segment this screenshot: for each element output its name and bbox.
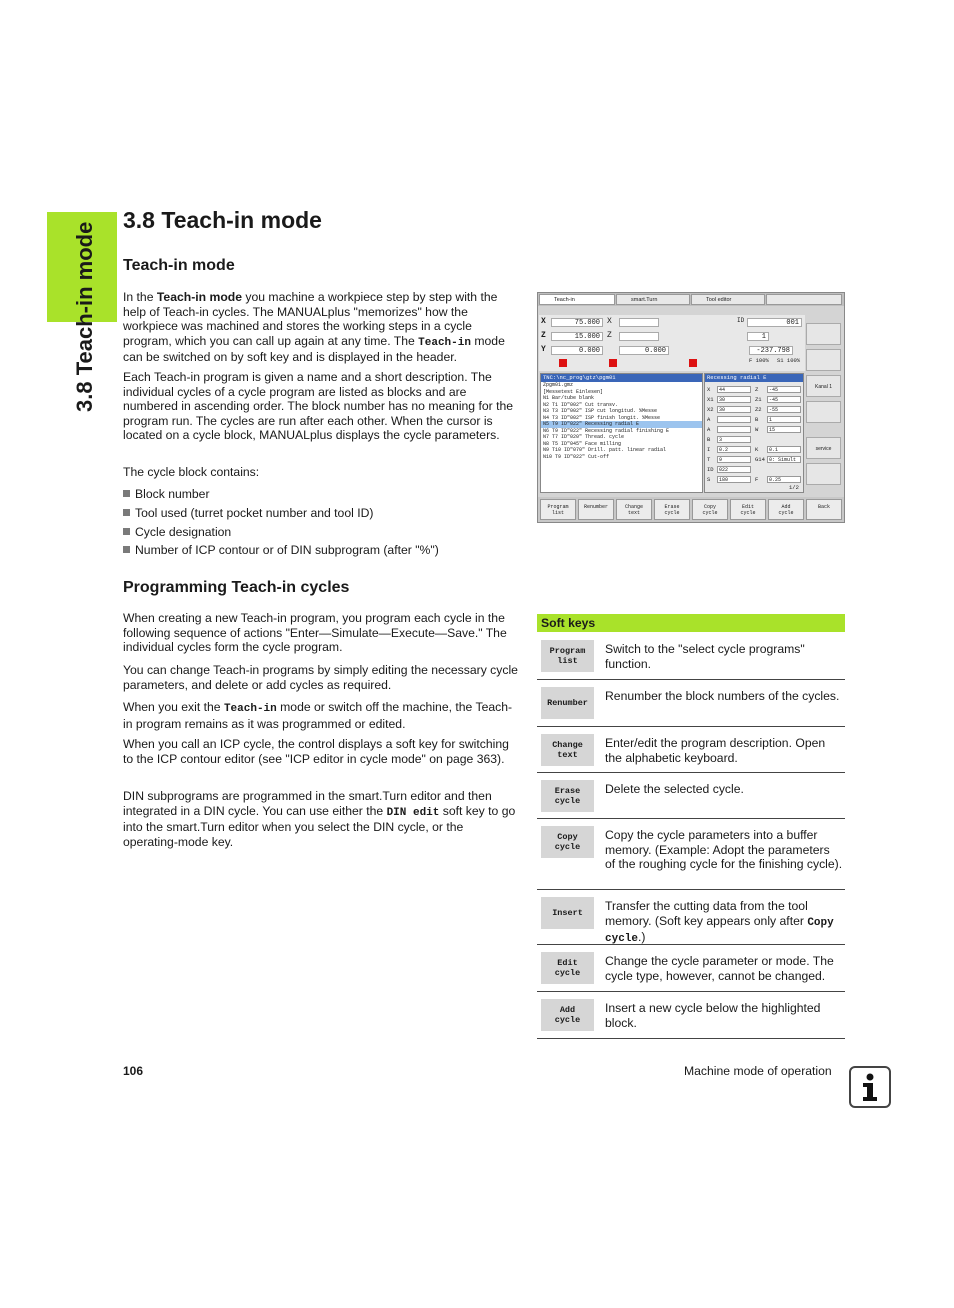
param-label: ID: [707, 466, 714, 473]
param-label: T: [707, 456, 711, 463]
status-icon: [609, 359, 617, 367]
softkey-description: Switch to the "select cycle programs" function.: [605, 642, 805, 671]
info-icon: [849, 1066, 891, 1108]
side-tab: [62, 212, 102, 412]
param-label: B: [755, 416, 759, 423]
softkey-change-text[interactable]: Change text: [541, 734, 594, 766]
paragraph-intro: In the Teach-in mode you machine a workpiece step by step with the help of Teach-in cycles. The MANUALplus "memorizes" how the workpiece was machined and stores the working steps in a cycle program, which you can call up again at any time. The Teach-in mode can be switched on by soft key and is displayed in the header.: [123, 290, 505, 364]
program-line[interactable]: N3 T3 ID"002" ISP cut longitud. %Messe: [543, 408, 658, 414]
param-field[interactable]: [717, 426, 751, 433]
param-label: X: [707, 386, 711, 393]
param-label: I: [707, 446, 711, 453]
side-button-tool[interactable]: [806, 463, 841, 485]
softkey-copy-cycle[interactable]: Copy cycle: [692, 499, 728, 520]
table-row: [537, 944, 845, 992]
chapter-name: Machine mode of operation: [684, 1064, 832, 1078]
paragraph-block-contains: The cycle block contains:: [123, 465, 260, 479]
table-row: [537, 632, 845, 680]
param-field[interactable]: 0.25: [767, 476, 801, 483]
tab-tool-editor[interactable]: Tool editor: [691, 294, 765, 305]
section-title-programming: Programming Teach-in cycles: [123, 579, 350, 596]
softkey-description: Change the cycle parameter or mode. The cycle type, however, cannot be changed.: [605, 954, 834, 983]
page-title: 3.8 Teach-in mode: [123, 207, 322, 233]
program-line[interactable]: N4 T3 ID"002" ISP finish longit. %Messe: [543, 414, 661, 421]
program-line[interactable]: N8 T5 ID"045" Face milling: [543, 440, 622, 447]
param-field[interactable]: 44: [717, 386, 751, 393]
softkey-back[interactable]: Back: [806, 499, 842, 520]
param-field[interactable]: 0.2: [717, 446, 751, 453]
page-number: 106: [123, 1064, 144, 1078]
table-row: [537, 818, 845, 890]
softkey-renumber[interactable]: Renumber: [541, 687, 594, 719]
softkey-add-cycle[interactable]: Add cycle: [541, 999, 594, 1031]
axis-y-secondary: 0.000: [619, 346, 669, 355]
spindle-readout: -237.798: [749, 346, 793, 355]
axis-z-secondary: [619, 332, 659, 341]
status-icon: [559, 359, 567, 367]
param-field[interactable]: 0: Simult: [767, 456, 801, 463]
softkey-description: Transfer the cutting data from the tool memory. (Soft key appears only after Copy cycle.): [605, 899, 834, 945]
program-line[interactable]: N6 T9 ID"022" Recessing radial finishing E: [543, 427, 670, 434]
paragraph-program: Each Teach-in program is given a name and a short description. The individual cycles of a cycle program are listed as blocks and are numbered in ascending order. The block number has no meaning for the program run. The cycles are run after each other. When the cursor is located on a cycle block, MANUALplus displays the cycle parameters.: [123, 370, 514, 442]
program-line[interactable]: [Messetest Einlesen]: [543, 388, 604, 395]
param-label: A: [707, 426, 711, 433]
softkey-table-header: Soft keys: [537, 614, 845, 632]
param-field[interactable]: 15: [767, 426, 801, 433]
param-label: Z2: [755, 406, 762, 413]
axis-z-value: 15.000: [551, 332, 603, 341]
param-label: B: [707, 436, 711, 443]
softkey-change-text[interactable]: Change text: [616, 499, 652, 520]
program-path: TNC:\nc_prog\gtz\pgm01: [541, 374, 702, 382]
param-label: A: [707, 416, 711, 423]
side-tab-label: 3.8 Teach-in mode: [72, 221, 97, 412]
softkey-edit-cycle[interactable]: Edit cycle: [541, 952, 594, 984]
param-field[interactable]: 022: [717, 466, 751, 473]
mode-tabbar: [538, 293, 844, 306]
softkey-description: Delete the selected cycle.: [605, 782, 744, 796]
param-label: K: [755, 446, 759, 453]
table-row: [537, 889, 845, 945]
softkey-edit-cycle[interactable]: Edit cycle: [730, 499, 766, 520]
side-button[interactable]: [806, 349, 841, 371]
tab-extra[interactable]: [766, 294, 842, 305]
softkey-bar: [538, 497, 844, 522]
param-label: W: [755, 426, 759, 433]
table-row: [537, 772, 845, 819]
param-label: X2: [707, 406, 714, 413]
softkey-description: Copy the cycle parameters into a buffer memory. (Example: Adopt the parameters of the roughing cycle for the finishing cycle).: [605, 828, 843, 871]
program-line[interactable]: N7 T7 ID"020" Thread. cycle: [543, 434, 625, 440]
program-line[interactable]: N5 T9 ID"022" Recessing radial E: [541, 421, 702, 428]
status-icon: [689, 359, 697, 367]
program-line[interactable]: Zpgm01.gmz: [543, 382, 574, 388]
section-title-teach-in: Teach-in mode: [123, 257, 235, 274]
axis-y-value: 0.000: [551, 346, 603, 355]
softkey-erase-cycle[interactable]: Erase cycle: [654, 499, 690, 520]
axis-x-row: X: [541, 317, 546, 326]
side-button[interactable]: [806, 323, 841, 345]
param-label: X1: [707, 396, 714, 403]
program-line[interactable]: N9 T10 ID"070" Drill. patt. linear radial: [543, 447, 667, 453]
bullet-icon: [123, 546, 130, 553]
list-item: Cycle designation: [123, 525, 231, 539]
softkey-renumber[interactable]: Renumber: [578, 499, 614, 520]
softkey-description: Renumber the block numbers of the cycles.: [605, 689, 840, 703]
vertical-softkey-bar: [806, 323, 842, 493]
t-field: 1: [747, 332, 769, 341]
param-field[interactable]: 3: [717, 436, 751, 443]
softkey-table: [537, 614, 845, 1030]
bullet-icon: [123, 509, 130, 516]
param-label: G14: [755, 456, 765, 463]
softkey-program-list[interactable]: Program list: [541, 640, 594, 672]
param-field[interactable]: 9: [717, 456, 751, 463]
control-screenshot: [537, 292, 845, 523]
param-label: Z1: [755, 396, 762, 403]
paragraph-exit: When you exit the Teach-in mode or switch off the machine, the Teach-in program remains as it was programmed or edited.: [123, 700, 513, 731]
tab-smart-turn[interactable]: smart.Turn: [616, 294, 690, 305]
list-item: Tool used (turret pocket number and tool ID): [123, 506, 373, 520]
cycle-program-list: [540, 373, 703, 493]
tab-teach-in[interactable]: Teach-in: [539, 294, 615, 305]
axis-x-value: 75.000: [551, 318, 603, 327]
param-label: S: [707, 476, 711, 483]
axis-z-row: Z: [541, 331, 546, 340]
form-title: Recessing radial E: [705, 374, 803, 382]
table-row: [537, 991, 845, 1039]
param-field[interactable]: 180: [717, 476, 751, 483]
param-field[interactable]: [717, 416, 751, 423]
side-button[interactable]: [806, 401, 841, 423]
cycle-parameter-form: [704, 373, 804, 493]
softkey-add-cycle[interactable]: Add cycle: [768, 499, 804, 520]
program-line[interactable]: N1 Bar/tube blank: [543, 395, 595, 401]
program-line[interactable]: N10 T9 ID"022" Cut-off: [543, 453, 610, 460]
softkey-description: Insert a new cycle below the highlighted block.: [605, 1001, 821, 1030]
paragraph-editing: You can change Teach-in programs by simply editing the necessary cycle parameters, and delete or add cycles as required.: [123, 663, 518, 692]
id-label: ID: [737, 317, 745, 324]
side-button-kanal[interactable]: Kanal 1: [806, 375, 841, 397]
table-row: [537, 679, 845, 727]
axis-z-sub: Z: [607, 331, 612, 340]
bullet-icon: [123, 528, 130, 535]
param-field[interactable]: 30: [717, 406, 751, 413]
param-field[interactable]: 0.1: [767, 446, 801, 453]
id-field: 001: [747, 318, 802, 327]
softkey-description: Enter/edit the program description. Open the alphabetic keyboard.: [605, 736, 826, 765]
table-row: [537, 726, 845, 773]
param-field[interactable]: -55: [767, 406, 801, 413]
param-field[interactable]: -45: [767, 396, 801, 403]
param-label: Z: [755, 386, 759, 393]
list-item: Block number: [123, 487, 210, 501]
softkey-insert[interactable]: Insert: [541, 897, 594, 929]
paragraph-creating: When creating a new Teach-in program, you program each cycle in the following sequence of actions "Enter—Simulate—Execute—Save." The individual cycles form the cycle program.: [123, 611, 507, 654]
paragraph-icp: When you call an ICP cycle, the control displays a soft key for switching to the ICP contour editor (see "ICP editor in cycle mode" on page 363).: [123, 737, 509, 766]
side-button-service[interactable]: service: [806, 437, 841, 459]
machine-display: [539, 315, 805, 371]
bullet-icon: [123, 490, 130, 497]
paragraph-din: DIN subprograms are programmed in the smart.Turn editor and then integrated in a DIN cycle. You can use either the DIN edit soft key to go into the smart.Turn editor when you select the DIN cycle, or the operating-mode key.: [123, 789, 516, 849]
feed-override: F 100%: [749, 357, 769, 364]
param-field[interactable]: 1: [767, 416, 801, 423]
softkey-copy-cycle[interactable]: Copy cycle: [541, 826, 594, 858]
param-label: F: [755, 476, 759, 483]
axis-y-row: Y: [541, 345, 546, 354]
param-field[interactable]: -45: [767, 386, 801, 393]
axis-x-secondary: [619, 318, 659, 327]
softkey-program-list[interactable]: Program list: [540, 499, 576, 520]
axis-x-sub: X: [607, 317, 612, 326]
page-indicator: 1/2: [789, 484, 799, 491]
list-item: Number of ICP contour or of DIN subprogram (after "%"): [123, 543, 439, 557]
spindle-override: S1 100%: [777, 357, 801, 364]
program-line[interactable]: N2 T1 ID"002" Cut transv.: [543, 401, 619, 408]
param-field[interactable]: 30: [717, 396, 751, 403]
softkey-erase-cycle[interactable]: Erase cycle: [541, 780, 594, 812]
